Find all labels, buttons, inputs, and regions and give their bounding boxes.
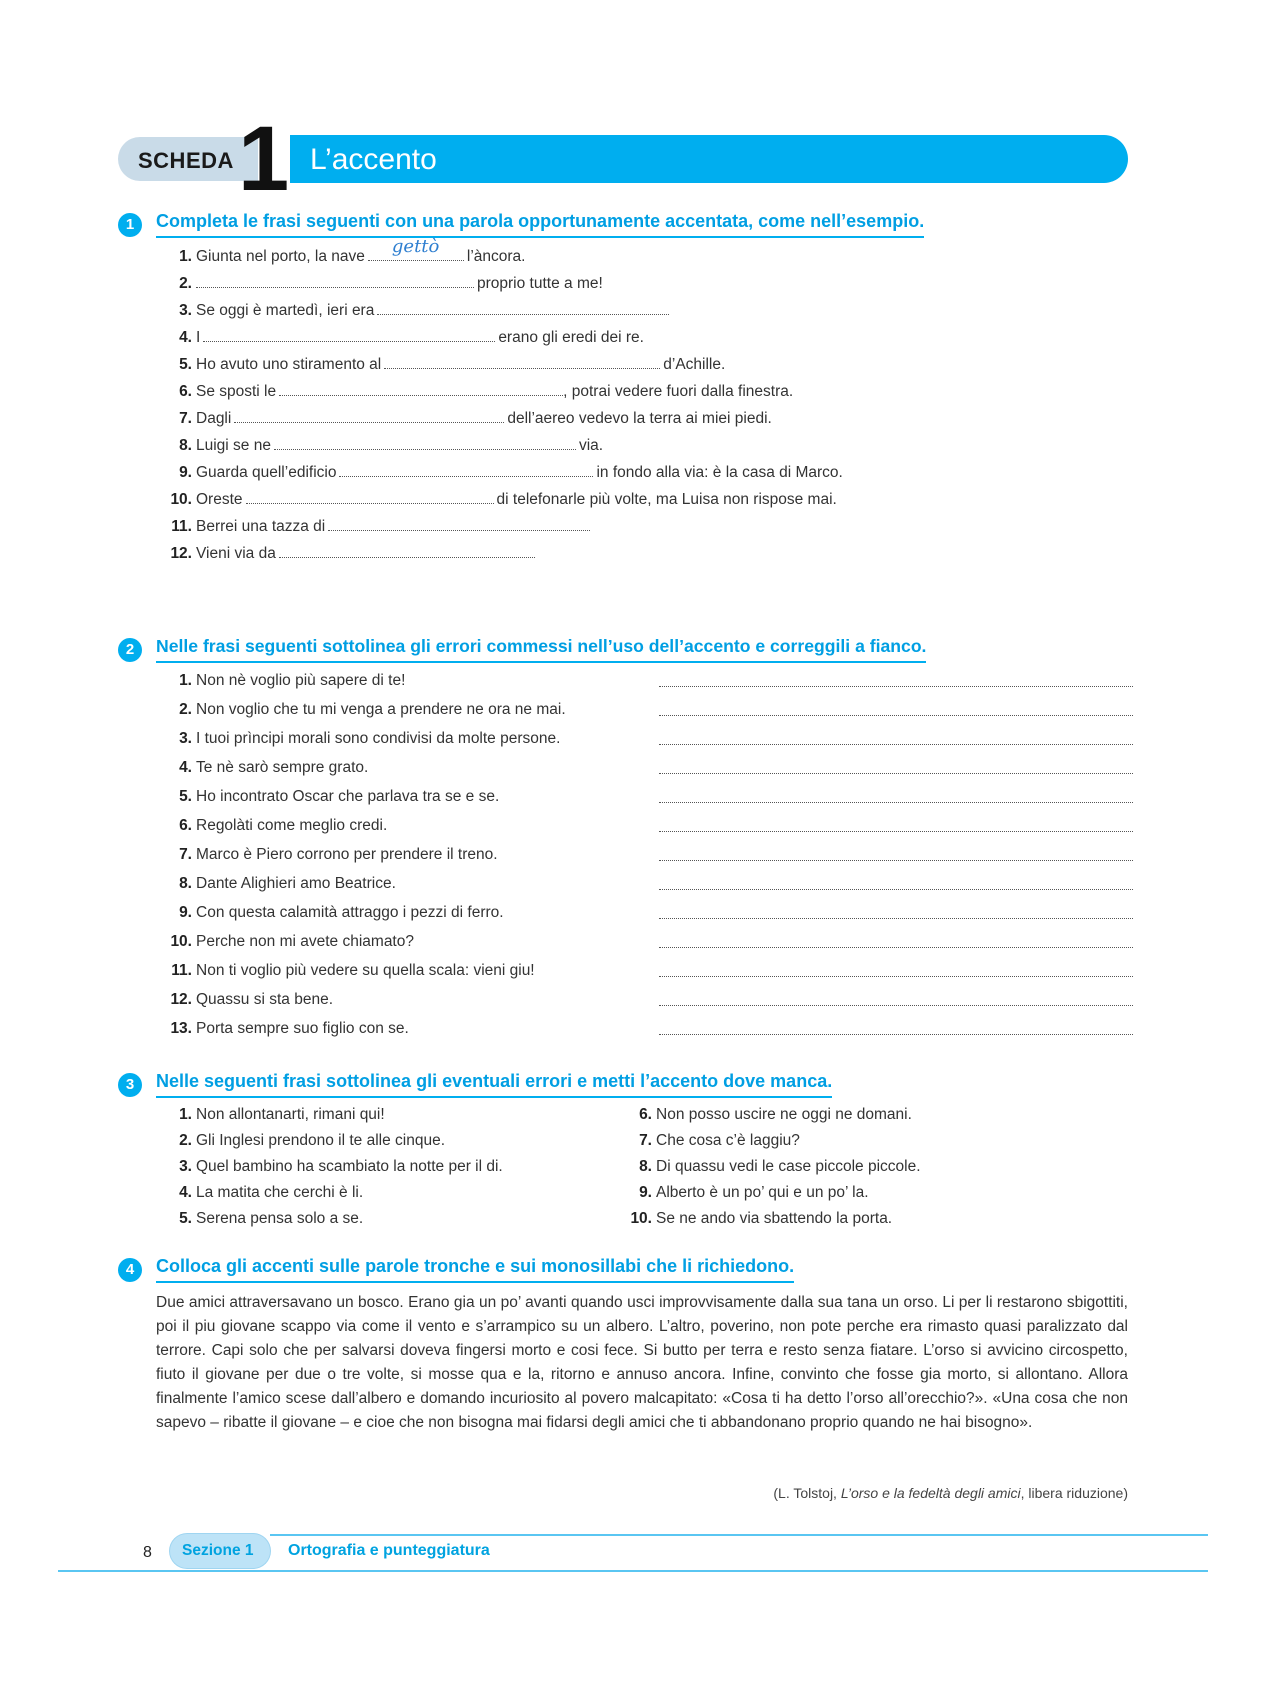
item-number: 1. bbox=[179, 248, 192, 265]
item-number: 7. bbox=[179, 846, 192, 863]
item-text: La matita che cerchi è li. bbox=[196, 1184, 364, 1201]
answer-blank[interactable] bbox=[328, 518, 590, 531]
item-text: I tuoi prìncipi morali sono condivisi da molte persone. bbox=[196, 730, 561, 747]
item-text-after: erano gli eredi dei re. bbox=[498, 329, 644, 346]
exercise-1-heading bbox=[118, 210, 1128, 240]
exercise-number-badge: 3 bbox=[118, 1073, 142, 1097]
exercise-1-title: Completa le frasi seguenti con una parola opportunamente accentata, come nell’esempio. bbox=[156, 211, 924, 238]
item-number: 9. bbox=[639, 1184, 652, 1201]
item-text-before: Se oggi è martedì, ieri era bbox=[196, 302, 375, 319]
example-answer: gettò bbox=[391, 236, 440, 257]
footer-line bbox=[58, 1570, 1208, 1572]
answer-blank[interactable] bbox=[196, 275, 474, 288]
item-text: Non voglio che tu mi venga a prendere ne ora ne mai. bbox=[196, 701, 566, 718]
citation: (L. Tolstoj, L’orso e la fedeltà degli amici, libera riduzione) bbox=[773, 1485, 1128, 1501]
item-text-after: l’àncora. bbox=[466, 248, 526, 265]
item-number: 11. bbox=[171, 518, 192, 535]
item-text: Perche non mi avete chiamato? bbox=[196, 933, 414, 950]
item-text: Non allontanarti, rimani qui! bbox=[196, 1106, 385, 1123]
item-text-before: Se sposti le bbox=[196, 383, 277, 400]
item-text-after: in fondo alla via: è la casa di Marco. bbox=[596, 464, 843, 481]
exercise-4 bbox=[118, 1255, 1128, 1501]
item-text: Quassu si sta bene. bbox=[196, 991, 333, 1008]
answer-blank[interactable] bbox=[384, 356, 660, 369]
item-number: 7. bbox=[179, 410, 192, 427]
answer-line[interactable] bbox=[659, 877, 1133, 890]
title-bar bbox=[290, 135, 1128, 183]
answer-line[interactable] bbox=[659, 964, 1133, 977]
item-number: 2. bbox=[179, 701, 192, 718]
item-number: 8. bbox=[179, 875, 192, 892]
item-text: Porta sempre suo figlio con se. bbox=[196, 1020, 409, 1037]
exercise-3 bbox=[118, 1070, 1128, 1227]
item-text: Alberto è un po’ qui e un po’ la. bbox=[656, 1184, 869, 1201]
scheda-number: 1 bbox=[238, 108, 288, 210]
item-text: Non posso uscire ne oggi ne domani. bbox=[656, 1106, 912, 1123]
exercise-number-badge: 2 bbox=[118, 638, 142, 662]
item-number: 9. bbox=[179, 464, 192, 481]
item-number: 10. bbox=[630, 1210, 652, 1227]
item-text-after: via. bbox=[578, 437, 604, 454]
answer-blank[interactable] bbox=[279, 545, 535, 558]
answer-blank[interactable] bbox=[234, 410, 504, 423]
item-text: Non ti voglio più vedere su quella scala: vieni giu! bbox=[196, 962, 535, 979]
item-number: 5. bbox=[179, 1210, 192, 1227]
item-number: 9. bbox=[179, 904, 192, 921]
answer-blank[interactable] bbox=[377, 302, 669, 315]
answer-line[interactable] bbox=[659, 703, 1133, 716]
exercise-1 bbox=[118, 210, 1128, 562]
item-text-before: Berrei una tazza di bbox=[196, 518, 326, 535]
item-text-after: dell’aereo vedevo la terra ai miei piedi. bbox=[507, 410, 772, 427]
item-number: 10. bbox=[170, 933, 192, 950]
exercise-2-title: Nelle frasi seguenti sottolinea gli errori commessi nell’uso dell’accento e correggili a fianco. bbox=[156, 636, 926, 663]
item-number: 4. bbox=[179, 1184, 192, 1201]
page-number: 8 bbox=[143, 1544, 152, 1561]
answer-line[interactable] bbox=[659, 790, 1133, 803]
item-text-after: proprio tutte a me! bbox=[477, 275, 603, 292]
scheda-label: SCHEDA bbox=[138, 148, 234, 173]
item-text: Non nè voglio più sapere di te! bbox=[196, 672, 406, 689]
answer-line[interactable] bbox=[659, 1022, 1133, 1035]
item-text-before: Guarda quell’edificio bbox=[196, 464, 337, 481]
item-number: 6. bbox=[639, 1106, 652, 1123]
answer-line[interactable] bbox=[659, 993, 1133, 1006]
item-text-before: Dagli bbox=[196, 410, 232, 427]
item-number: 6. bbox=[179, 817, 192, 834]
section-label: Sezione 1 bbox=[182, 1542, 254, 1559]
item-text: Ho incontrato Oscar che parlava tra se e se. bbox=[196, 788, 500, 805]
item-text: Quel bambino ha scambiato la notte per il di. bbox=[196, 1158, 503, 1175]
exercise-3-title: Nelle seguenti frasi sottolinea gli eventuali errori e metti l’accento dove manca. bbox=[156, 1071, 832, 1098]
item-text-after: , potrai vedere fuori dalla finestra. bbox=[563, 383, 794, 400]
item-text-after: d’Achille. bbox=[663, 356, 726, 373]
item-text: Di quassu vedi le case piccole piccole. bbox=[656, 1158, 921, 1175]
footer-rule bbox=[270, 1534, 1208, 1536]
answer-line[interactable] bbox=[659, 935, 1133, 948]
answer-blank[interactable] bbox=[339, 464, 593, 477]
item-text: Serena pensa solo a se. bbox=[196, 1210, 364, 1227]
item-number: 3. bbox=[179, 1158, 192, 1175]
exercise-3-heading bbox=[118, 1070, 1128, 1100]
answer-blank[interactable] bbox=[279, 383, 563, 396]
answer-line[interactable] bbox=[659, 732, 1133, 745]
item-number: 11. bbox=[171, 962, 192, 979]
item-number: 2. bbox=[179, 275, 192, 292]
item-number: 8. bbox=[639, 1158, 652, 1175]
answer-line[interactable] bbox=[659, 761, 1133, 774]
answer-blank[interactable] bbox=[203, 329, 495, 342]
item-number: 8. bbox=[179, 437, 192, 454]
answer-line[interactable] bbox=[659, 674, 1133, 687]
answer-line[interactable] bbox=[659, 848, 1133, 861]
item-text-before: Vieni via da bbox=[196, 545, 276, 562]
scheda-pill bbox=[118, 137, 258, 181]
item-text-before: Ho avuto uno stiramento al bbox=[196, 356, 382, 373]
item-number: 2. bbox=[179, 1132, 192, 1149]
exercise-4-title: Colloca gli accenti sulle parole tronche e sui monosillabi che li richiedono. bbox=[156, 1256, 794, 1283]
section-pill bbox=[170, 1534, 270, 1568]
item-number: 1. bbox=[179, 1106, 192, 1123]
item-number: 5. bbox=[179, 356, 192, 373]
item-text-before: I bbox=[196, 329, 201, 346]
answer-blank[interactable] bbox=[368, 236, 464, 261]
item-number: 4. bbox=[179, 759, 192, 776]
item-number: 5. bbox=[179, 788, 192, 805]
answer-blank[interactable] bbox=[246, 491, 494, 504]
item-number: 3. bbox=[179, 302, 192, 319]
item-number: 6. bbox=[179, 383, 192, 400]
item-text: Marco è Piero corrono per prendere il treno. bbox=[196, 846, 498, 863]
item-text-before: Luigi se ne bbox=[196, 437, 271, 454]
item-text: Regolàti come meglio credi. bbox=[196, 817, 388, 834]
page-title: L’accento bbox=[310, 143, 437, 176]
exercise-number-badge: 1 bbox=[118, 213, 142, 237]
item-text: Dante Alighieri amo Beatrice. bbox=[196, 875, 396, 892]
item-number: 12. bbox=[170, 991, 192, 1008]
item-text: Te nè sarò sempre grato. bbox=[196, 759, 369, 776]
exercise-2 bbox=[118, 635, 1128, 1037]
answer-line[interactable] bbox=[659, 906, 1133, 919]
item-text-before: Oreste bbox=[196, 491, 243, 508]
item-number: 3. bbox=[179, 730, 192, 747]
exercise-4-paragraph: Due amici attraversavano un bosco. Erano gia un po’ avanti quando usci improvvisamente dalla sua tana un orso. Li per li restarono sbigottiti, poi il piu giovane scappo via come il vento e s’arrampico su un albero. L’altro, poverino, non pote perche era rimasto quasi paralizzato dal terrore. Capi solo che per salvarsi doveva fingersi morto e cosi fece. Si butto per terra e resto senza fiatare. L’orso si avvicino circospetto, fiuto il giovane per due o tre volte, si mosse qua e la, ritorno e annuso ancora. Infine, convinto che fosse gia morto, si allontano. Allora finalmente l’amico scese dall’albero e domando incuriosito al povero malcapitato: «Cosa ti ha detto l’orso all’orecchio?». «Una cosa che non sapevo – ribatte il giovane – e cioe che non bisogna mai fidarsi degli amici che ti abbandonano proprio quando ne hai bisogno». bbox=[156, 1294, 1128, 1431]
answer-line[interactable] bbox=[659, 819, 1133, 832]
item-text-after: di telefonarle più volte, ma Luisa non rispose mai. bbox=[496, 491, 837, 508]
item-text: Se ne ando via sbattendo la porta. bbox=[656, 1210, 893, 1227]
item-text: Che cosa c’è laggiu? bbox=[656, 1132, 800, 1149]
item-number: 10. bbox=[170, 491, 192, 508]
item-text: Con questa calamità attraggo i pezzi di ferro. bbox=[196, 904, 504, 921]
item-number: 4. bbox=[179, 329, 192, 346]
item-number: 7. bbox=[639, 1132, 652, 1149]
citation-title: L’orso e la fedeltà degli amici bbox=[840, 1485, 1021, 1501]
exercise-number-badge: 4 bbox=[118, 1258, 142, 1282]
item-number: 1. bbox=[179, 672, 192, 689]
item-text-before: Giunta nel porto, la nave bbox=[196, 248, 365, 265]
item-text: Gli Inglesi prendono il te alle cinque. bbox=[196, 1132, 446, 1149]
exercise-2-heading bbox=[118, 635, 1128, 665]
exercise-4-heading bbox=[118, 1255, 1128, 1285]
page-header bbox=[118, 108, 1128, 210]
item-number: 12. bbox=[170, 545, 192, 562]
item-number: 13. bbox=[170, 1020, 192, 1037]
answer-blank[interactable] bbox=[274, 437, 576, 450]
section-topic: Ortografia e punteggiatura bbox=[288, 1542, 490, 1559]
